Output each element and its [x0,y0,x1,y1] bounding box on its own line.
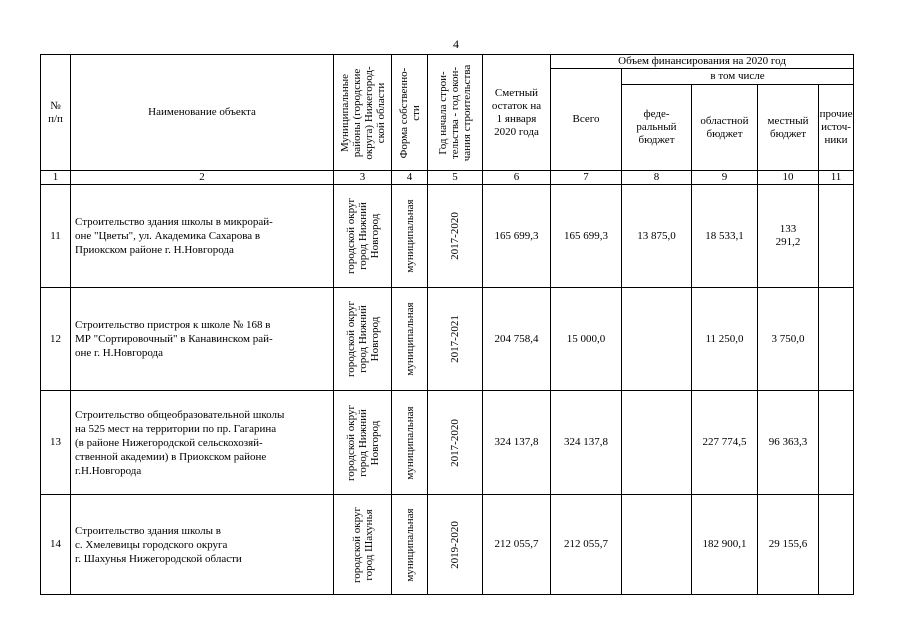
col-number: 8 [622,171,692,185]
district: городской округ город Нижний Новгород [334,288,392,391]
table-row [41,288,854,391]
estimate-balance: 212 055,7 [483,495,551,595]
col-number: 11 [819,171,854,185]
row-number: 14 [41,495,71,595]
header-estimate: Сметный остаток на 1 января 2020 года [483,55,551,171]
page-number: 4 [453,37,459,51]
regional-budget: 11 250,0 [692,288,758,391]
header-name: Наименование объекта [71,55,334,171]
estimate-balance: 324 137,8 [483,391,551,495]
federal-budget [622,288,692,391]
ownership: муниципальная [392,185,428,288]
header-districts: Муниципальные районы (городские округа) Нижегород- ской области [334,55,392,171]
local-budget: 29 155,6 [758,495,819,595]
header-total: Всего [551,69,622,171]
column-numbers-row [41,171,854,185]
local-budget: 3 750,0 [758,288,819,391]
header-num: № п/п [41,55,71,171]
district: городской округ город Нижний Новгород [334,185,392,288]
federal-budget [622,495,692,595]
financing-table [40,54,854,595]
table-row [41,185,854,288]
col-number: 7 [551,171,622,185]
total-financing: 324 137,8 [551,391,622,495]
total-financing: 15 000,0 [551,288,622,391]
header-including: в том числе [622,69,854,85]
header-ownership: Форма собственно- сти [392,55,428,171]
object-name: Строительство здания школы в с. Хмелевицы городского округа г. Шахунья Нижегородской области [71,495,334,595]
col-number: 5 [428,171,483,185]
federal-budget [622,391,692,495]
district: городской округ город Шахунья [334,495,392,595]
header-regional: областной бюджет [692,85,758,171]
construction-years: 2017-2020 [428,185,483,288]
construction-years: 2017-2020 [428,391,483,495]
col-number: 4 [392,171,428,185]
row-number: 13 [41,391,71,495]
row-number: 11 [41,185,71,288]
table-row [41,391,854,495]
construction-years: 2019-2020 [428,495,483,595]
col-number: 6 [483,171,551,185]
construction-years: 2017-2021 [428,288,483,391]
other-sources [819,185,854,288]
ownership: муниципальная [392,495,428,595]
header-other: прочие источ- ники [819,85,854,171]
local-budget: 133 291,2 [758,185,819,288]
regional-budget: 227 774,5 [692,391,758,495]
col-number: 2 [71,171,334,185]
col-number: 3 [334,171,392,185]
ownership: муниципальная [392,288,428,391]
object-name: Строительство общеобразовательной школы на 525 мест на территории по пр. Гагарина (в районе Нижегородской сельскохозяй- ственной академии) в Приокском районе г.Н.Новгорода [71,391,334,495]
header-local: местный бюджет [758,85,819,171]
federal-budget: 13 875,0 [622,185,692,288]
row-number: 12 [41,288,71,391]
other-sources [819,391,854,495]
object-name: Строительство здания школы в микрорай- оне "Цветы", ул. Академика Сахарова в Приокском районе г. Н.Новгорода [71,185,334,288]
local-budget: 96 363,3 [758,391,819,495]
col-number: 1 [41,171,71,185]
regional-budget: 18 533,1 [692,185,758,288]
district: городской округ город Нижний Новгород [334,391,392,495]
header-federal: феде- ральный бюджет [622,85,692,171]
total-financing: 212 055,7 [551,495,622,595]
header-financing: Объем финансирования на 2020 год [551,55,854,69]
regional-budget: 182 900,1 [692,495,758,595]
other-sources [819,288,854,391]
total-financing: 165 699,3 [551,185,622,288]
estimate-balance: 204 758,4 [483,288,551,391]
col-number: 9 [692,171,758,185]
estimate-balance: 165 699,3 [483,185,551,288]
object-name: Строительство пристроя к школе № 168 в МР "Сортировочный" в Канавинском рай- оне г. Н.Новгорода [71,288,334,391]
other-sources [819,495,854,595]
table-row [41,495,854,595]
header-years: Год начала строи- тельства - год окон- чания строительства [428,55,483,171]
ownership: муниципальная [392,391,428,495]
col-number: 10 [758,171,819,185]
